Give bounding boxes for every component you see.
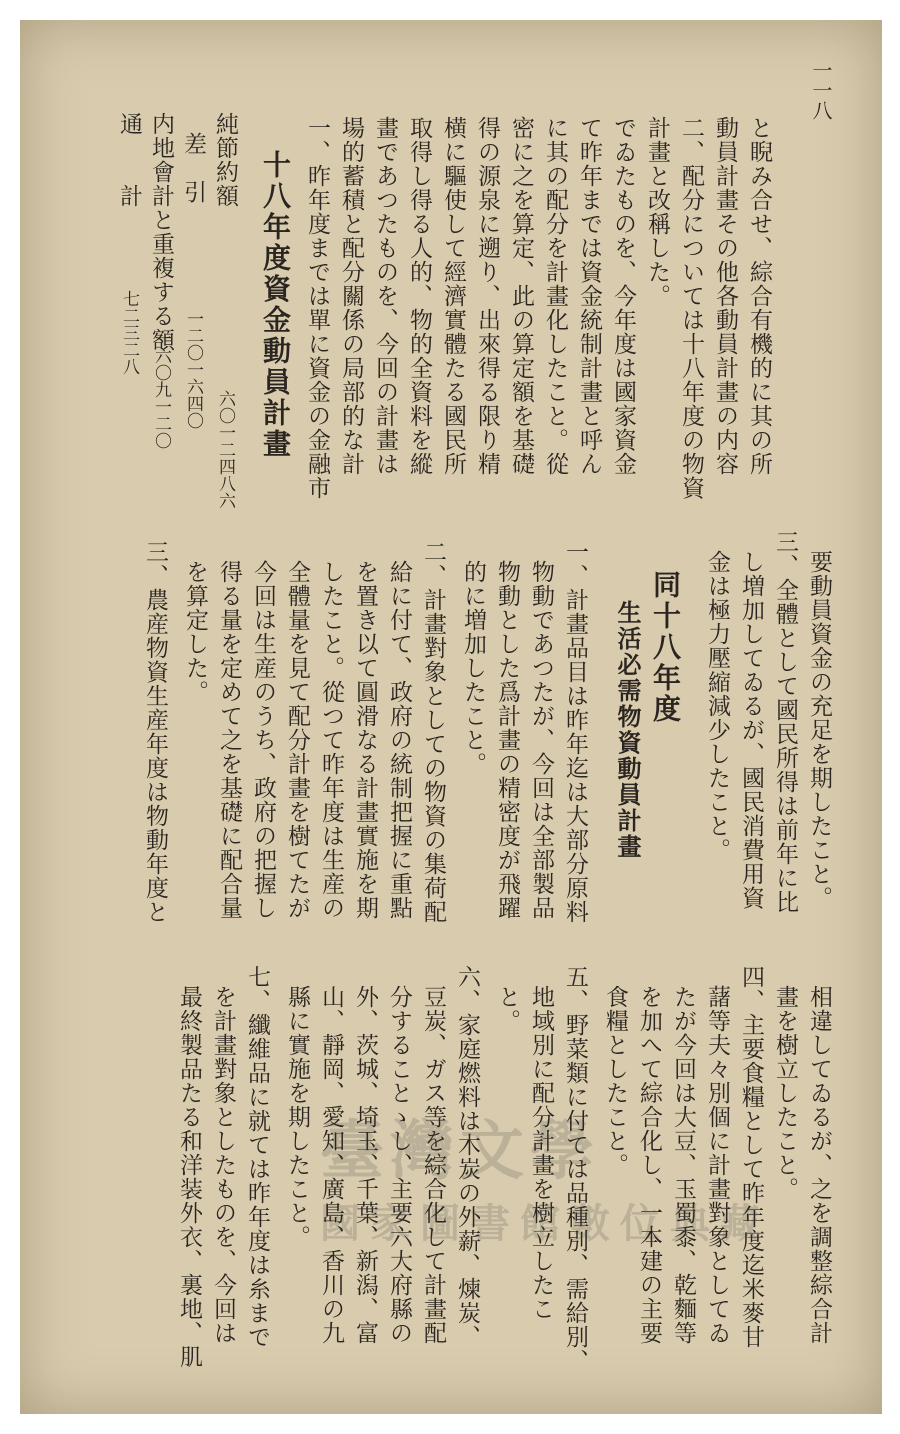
text-column: に其の配分を計畫化したこと。從 — [542, 116, 568, 476]
text-column: 三、全體として國民所得は前年に比 — [772, 530, 798, 914]
summary-row-label: 差 引 — [180, 132, 206, 204]
text-column: 分することゝし、主要六大府縣の — [386, 985, 412, 1345]
text-column: 計畫と改稱した。 — [644, 116, 670, 308]
text-column: たが今回は大豆、玉蜀黍、乾麵等 — [670, 985, 696, 1345]
text-column: 相違してゐるが、之を調整綜合計 — [806, 985, 832, 1345]
text-column: 豆炭、ガス等を綜合化して計畫配 — [420, 985, 446, 1345]
text-column: 一、計畫品目は昨年迄は大部分原料 — [562, 540, 588, 924]
summary-row-label: 純節約額 — [212, 112, 238, 208]
text-column: を加へて綜合化し、一本建の主要 — [636, 985, 662, 1345]
summary-row-label: 内地會計と重複する額 — [148, 112, 174, 352]
text-column: 得る量を定めて之を基礎に配合量 — [216, 560, 242, 920]
text-column: 二、配分については十八年度の物資 — [678, 116, 704, 500]
section-title: 十八年度資金動員計畫 — [259, 150, 292, 460]
text-column: 畫であつたものを、今回の計畫は — [372, 116, 398, 476]
summary-row-label: 通 計 — [116, 112, 142, 208]
text-column: でゐたものを、今年度は國家資金 — [610, 116, 636, 476]
text-column: 密に之を算定、此の算定額を基礎 — [508, 116, 534, 476]
text-column: 五、野菜類に付ては品種別、需給別、 — [562, 965, 588, 1373]
text-column: 七、纖維品に就ては昨年度は糸まで — [244, 965, 270, 1349]
text-column: 給に付て、政府の統制把握に重點 — [386, 560, 412, 920]
text-column: 地域別に配分計畫を樹立したこ — [528, 985, 554, 1321]
text-column: 縣に實施を期したこと。 — [284, 985, 310, 1249]
page-number: 一一八 — [809, 60, 833, 120]
text-column: したこと。從つて昨年度は生産の — [318, 560, 344, 920]
text-column: 二、計畫對象としての物資の集荷配 — [420, 540, 446, 924]
text-column: 最終製品たる和洋装外衣、裏地、肌 — [176, 985, 202, 1369]
text-column: 得の源泉に遡り、出來得る限り精 — [474, 116, 500, 476]
summary-row-value: 一二〇一六四〇 — [183, 310, 203, 429]
text-column: を置き以て圓滑なる計畫實施を期 — [352, 560, 378, 920]
text-column: 畫を樹立したこと。 — [772, 985, 798, 1201]
text-column: 物動とした爲計畫の精密度が飛躍 — [494, 560, 520, 920]
text-column: と。 — [494, 985, 520, 1033]
text-column: 場的蓄積と配分關係の局部的な計 — [338, 116, 364, 476]
text-column: 横に驅使して經濟實體たる國民所 — [440, 116, 466, 476]
text-column: 山、靜岡、愛知、廣島、香川の九 — [318, 985, 344, 1345]
text-column: 要動員資金の充足を期したこと。 — [806, 550, 832, 910]
section-title: 同十八年度 — [649, 570, 682, 725]
text-column: 物動であつたが、今回は全部製品 — [528, 560, 554, 920]
text-column: 今回は生産のうち、政府の把握し — [250, 560, 276, 920]
section-subtitle: 生活必需物資動員計畫 — [613, 600, 642, 860]
text-column: 取得し得る人的、物的全資料を縱 — [406, 116, 432, 476]
summary-row-value: 七二三二八 — [119, 290, 139, 375]
text-column: し増加してゐるが、國民消費用資 — [738, 550, 764, 910]
text-column: て昨年までは資金統制計畫と呼ん — [576, 116, 602, 476]
summary-row-value: 一六〇九一二〇 — [151, 330, 171, 449]
text-column: を算定した。 — [182, 560, 208, 704]
text-column: 一、昨年度までは單に資金の金融市 — [304, 116, 330, 500]
text-column: 的に増加したこと。 — [460, 560, 486, 776]
library-watermark — [320, 1100, 860, 1300]
text-column: 全體量を見て配分計畫を樹てたが — [284, 560, 310, 920]
text-column: と睨み合せ、綜合有機的に其の所 — [746, 116, 772, 476]
text-column: 四、主要食糧として昨年度迄米麥甘 — [738, 965, 764, 1349]
text-column: を計畫對象としたものを、今回は — [210, 985, 236, 1345]
text-column: 六、家庭燃料は木炭の外薪、煉炭、 — [454, 965, 480, 1349]
text-column: 金は極力壓縮減少したこと。 — [704, 550, 730, 862]
text-column: 動員計畫その他各動員計畫の内容 — [712, 116, 738, 476]
watermark-line: 國家圖書館數位典藏 — [320, 1200, 770, 1247]
watermark-line: 臺灣文學 — [320, 1114, 600, 1189]
text-column: 外、茨城、埼玉、千葉、新潟、富 — [352, 985, 378, 1345]
text-column: 食糧としたこと。 — [602, 985, 628, 1177]
text-column: 三、農産物資生産年度は物動年度と — [142, 540, 168, 924]
scanned-page — [20, 20, 882, 1414]
text-column: 藷等夫々別個に計畫對象としてゐ — [704, 985, 730, 1345]
summary-row-value: 六〇一二四八六 — [215, 390, 235, 509]
